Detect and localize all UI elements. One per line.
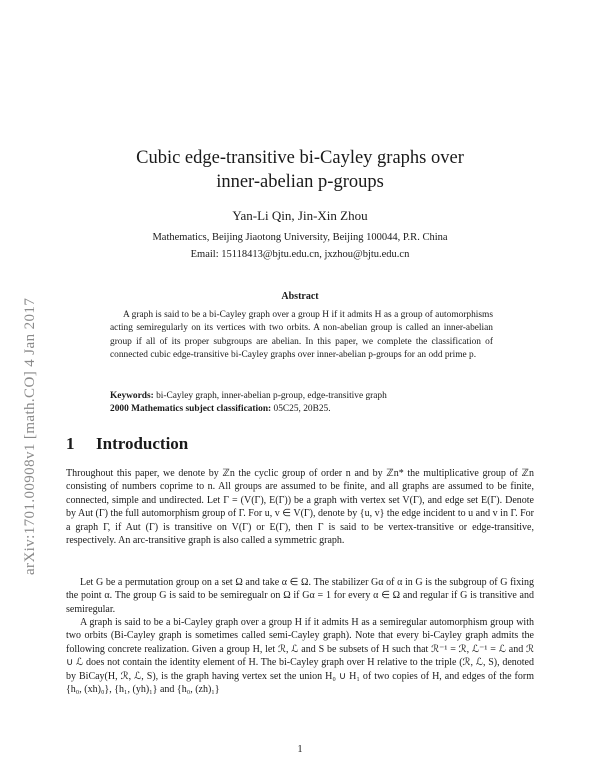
msc-text: 05C25, 20B25. <box>271 404 331 414</box>
msc-line <box>110 403 500 416</box>
abstract-heading: Abstract <box>281 291 319 302</box>
email-line: Email: 15118413@bjtu.edu.cn, jxzhou@bjtu.edu.cn <box>190 249 410 260</box>
page-number: 1 <box>297 744 303 755</box>
title-line-1: Cubic edge-transitive bi-Cayley graphs over <box>136 148 464 168</box>
msc-label: 2000 Mathematics subject classification: <box>110 404 272 414</box>
intro-paragraph-1: Throughout this paper, we denote by ℤn the cyclic group of order n and by ℤn* the multiplicative group of ℤn consisting of numbers coprime to n. All groups are assumed to be finite, and all graphs are assumed to be finite, connected, simple and undirected. Let Γ = (V(Γ), E(Γ)) be a graph with vertex set V(Γ), and edge set E(Γ). Denote by Aut (Γ) the full automorphism group of Γ. For u, v ∈ V(Γ), denote by {u, v} the edge incident to u and v in Γ. For a graph Γ, if Aut (Γ) is transitive on V(Γ) or E(Γ), then Γ is said to be vertex-transitive or edge-transitive, respectively. An arc-transitive graph is also called a symmetric graph. <box>66 468 534 547</box>
paper-title <box>60 146 540 194</box>
arxiv-identifier: arXiv:1701.00908v1 [math.CO] 4 Jan 2017 <box>22 297 38 575</box>
abstract-text: A graph is said to be a bi-Cayley graph over a group H if it admits H as a group of automorphisms acting semiregularly on its vertices with two orbits. A non-abelian group is called an inner-abelian group if all of its proper subgroups are abelian. In this paper, we complete the classification of connected cubic edge-transitive bi-Cayley graphs over inner-abelian p-groups for an odd prime p. <box>110 310 493 360</box>
section-number: 1 <box>66 434 75 453</box>
title-line-2: inner-abelian p-groups <box>216 172 384 192</box>
intro-paragraph-2: Let G be a permutation group on a set Ω and take α ∈ Ω. The stabilizer Gα of α in G is the subgroup of G fixing the point α. The group G is said to be semiregualr on Ω if Gα = 1 for every α ∈ Ω and regular if G is transitive and semiregular. <box>66 577 534 615</box>
affiliation: Mathematics, Beijing Jiaotong University, Beijing 100044, P.R. China <box>152 232 448 243</box>
keywords-text: bi-Cayley graph, inner-abelian p-group, edge-transitive graph <box>153 391 387 401</box>
intro-paragraph-3: A graph is said to be a bi-Cayley graph over a group H if it admits H as a semiregular automorphism group with two orbits (Bi-Cayley graph is sometimes called semi-Cayley graph). Note that every bi-Cayley graph admits the following concrete realization. Given a group H, let ℛ, ℒ and S be subsets of H such that ℛ⁻¹ = ℛ, ℒ⁻¹ = ℒ and ℛ ∪ ℒ does not contain the identity element of H. The bi-Cayley graph over H relative to the triple (ℛ, ℒ, S), denoted by BiCay(H, ℛ, ℒ, S), is the graph having vertex set the union H₀ ∪ H₁ of two copies of H, and edges of the form {h₀, (xh)₀}, {h₁, (yh)₁} and {h₀, (zh)₁} <box>66 617 534 696</box>
authors: Yan-Li Qin, Jin-Xin Zhou <box>232 208 368 223</box>
keywords-line <box>110 390 500 403</box>
section-heading <box>66 434 188 454</box>
section-title: Introduction <box>96 434 189 453</box>
keywords-label: Keywords: <box>110 391 154 401</box>
